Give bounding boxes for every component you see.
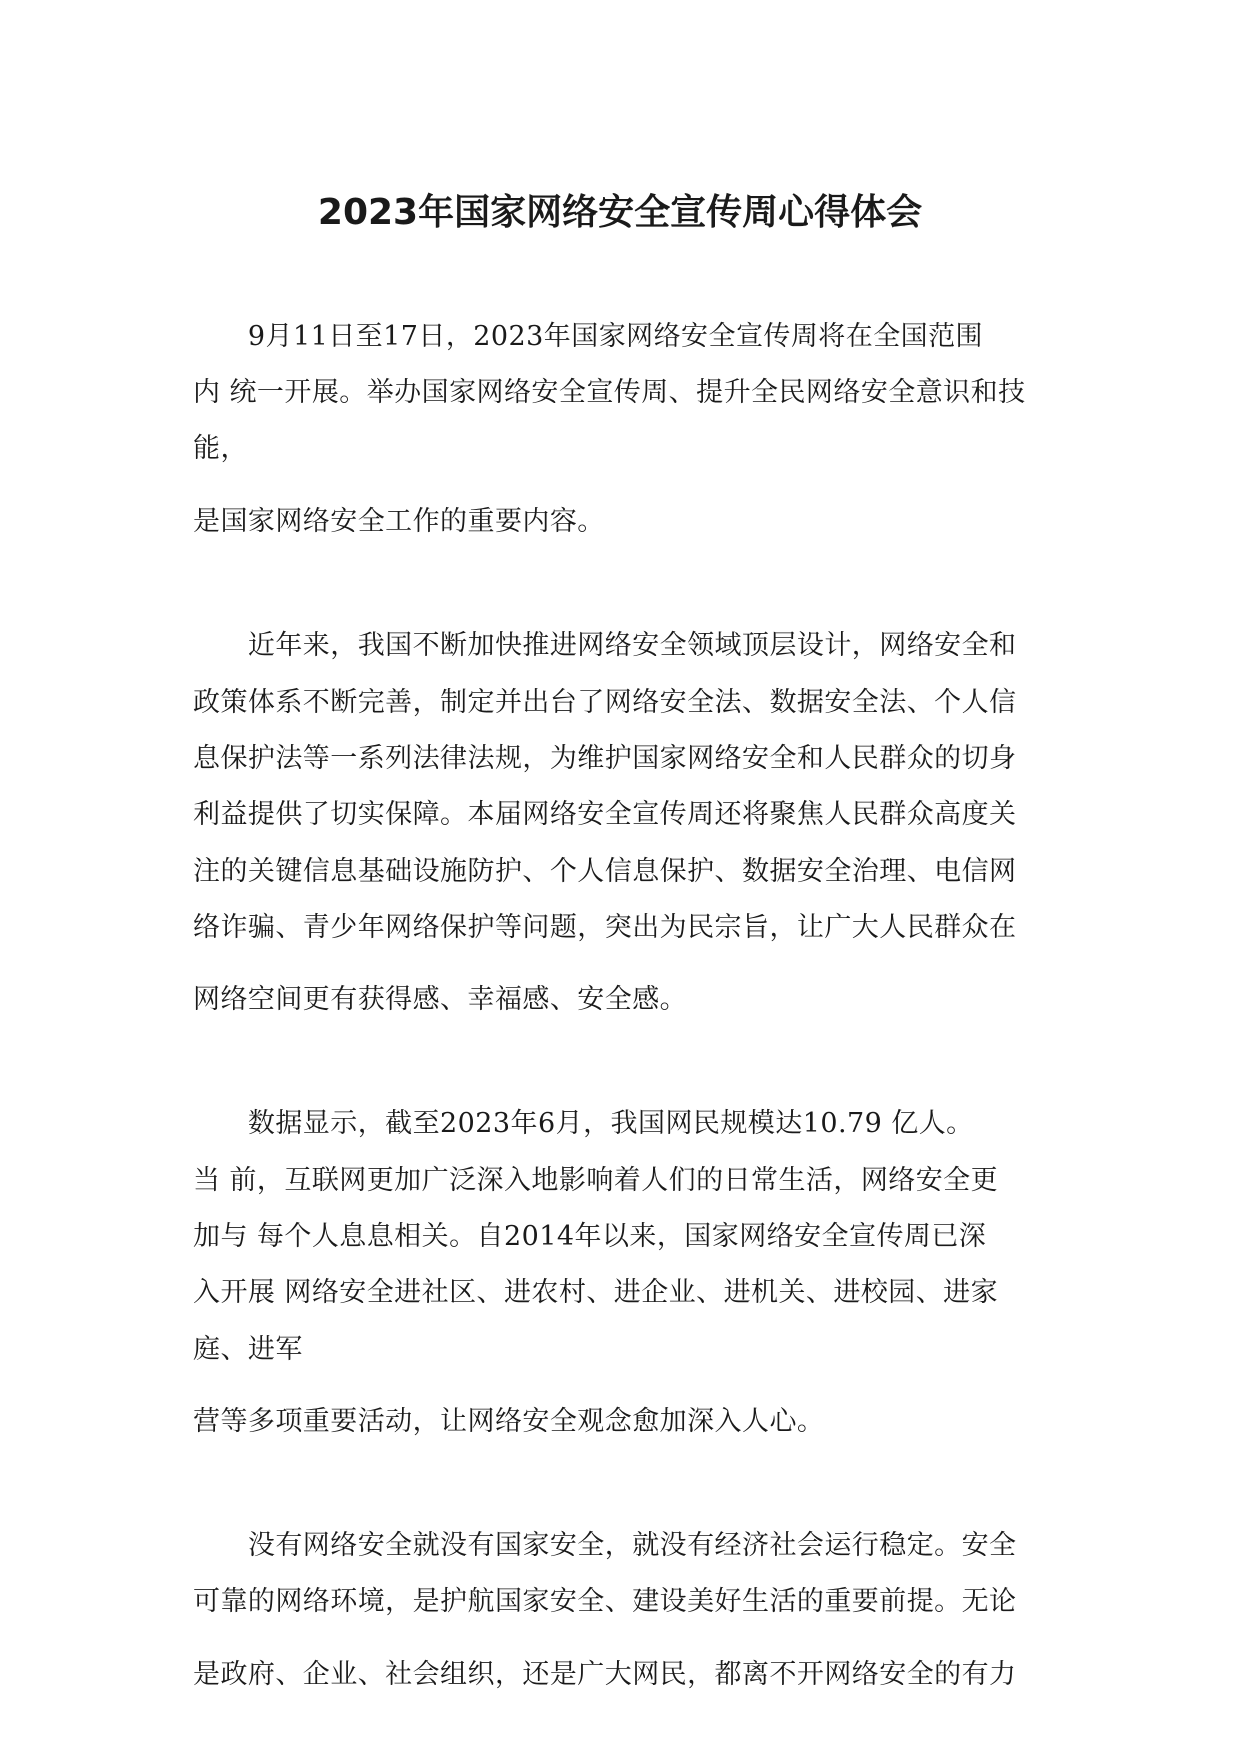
paragraph-line: 政策体系不断完善，制定并出台了网络安全法、数据安全法、个人信 — [193, 687, 1017, 718]
paragraph-line: 加与 每个人息息相关。自2014年以来，国家网络安全宣传周已深 — [193, 1221, 987, 1252]
paragraph-line: 当 前，互联网更加广泛深入地影响着人们的日常生活，网络安全更 — [193, 1165, 999, 1196]
paragraph-line: 内 统一开展。举办国家网络安全宣传周、提升全民网络安全意识和技 — [193, 377, 1026, 408]
paragraph-line: 近年来，我国不断加快推进网络安全领域顶层设计，网络安全和 — [193, 630, 1017, 661]
document-title: 2023年国家网络安全宣传周心得体会 — [317, 192, 923, 233]
paragraph-line: 营等多项重要活动，让网络安全观念愈加深入人心。 — [193, 1406, 825, 1437]
paragraph-line: 络诈骗、青少年网络保护等问题，突出为民宗旨，让广大人民群众在 — [193, 912, 1017, 943]
paragraph-line: 可靠的网络环境，是护航国家安全、建设美好生活的重要前提。无论 — [193, 1586, 1017, 1617]
paragraph-line: 能， — [193, 433, 248, 464]
paragraph-line: 庭、进军 — [193, 1334, 303, 1365]
paragraph-line: 没有网络安全就没有国家安全，就没有经济社会运行稳定。安全 — [193, 1530, 1017, 1561]
paragraph-line: 注的关键信息基础设施防护、个人信息保护、数据安全治理、电信网 — [193, 856, 1017, 887]
paragraph-line: 入开展 网络安全进社区、进农村、进企业、进机关、进校园、进家 — [193, 1277, 999, 1308]
paragraph-line: 利益提供了切实保障。本届网络安全宣传周还将聚焦人民群众高度关 — [193, 799, 1017, 830]
paragraph-line: 息保护法等一系列法律法规，为维护国家网络安全和人民群众的切身 — [193, 743, 1017, 774]
paragraph-line: 网络空间更有获得感、幸福感、安全感。 — [193, 984, 688, 1015]
paragraph-line: 是政府、企业、社会组织，还是广大网民，都离不开网络安全的有力 — [193, 1659, 1017, 1690]
paragraph-line: 是国家网络安全工作的重要内容。 — [193, 506, 605, 537]
paragraph-line: 数据显示，截至2023年6月，我国网民规模达10.79 亿人。 — [193, 1108, 974, 1139]
paragraph-line: 9月11日至17日，2023年国家网络安全宣传周将在全国范围 — [193, 321, 984, 352]
